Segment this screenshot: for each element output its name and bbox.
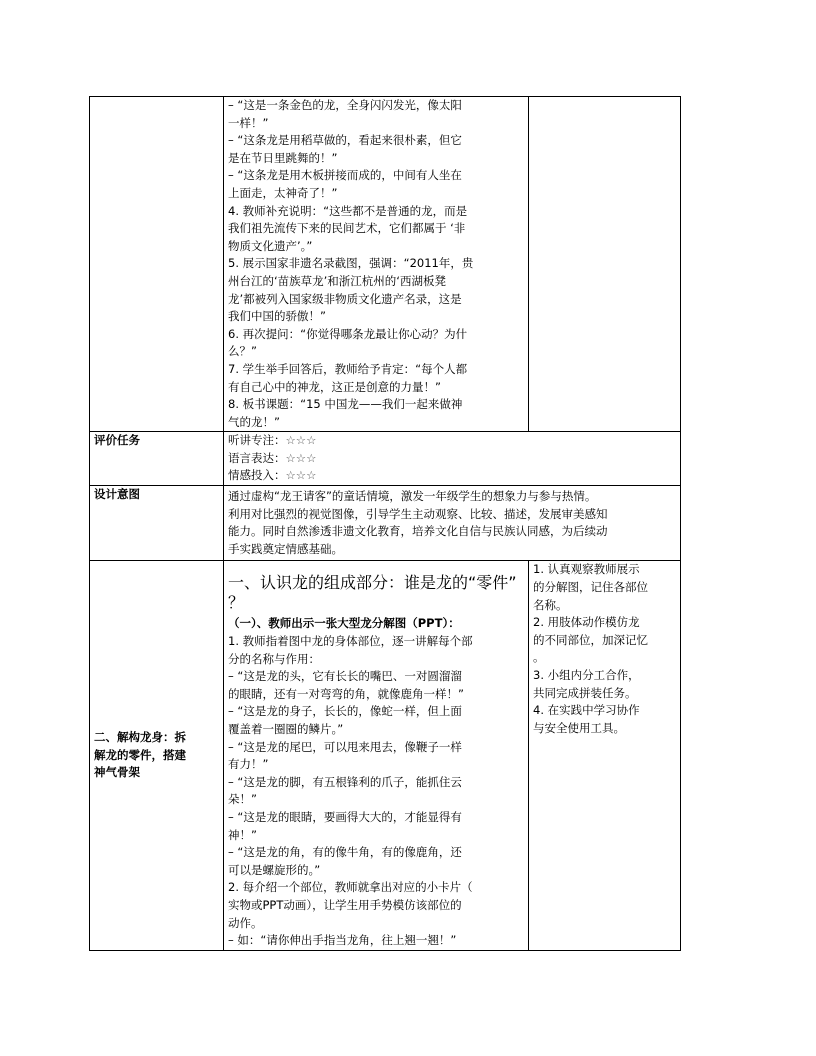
rating-item <box>228 432 676 450</box>
section2-text-line: 实物或PPT动画），让学生用手势模仿该部位的 <box>228 897 462 912</box>
process-text-line: 气的龙！” <box>228 414 280 429</box>
star-rating-icon: ☆☆☆ <box>285 468 317 483</box>
process-text-line: 州台江的‘苗族草龙’和浙江杭州的‘西湖板凳 <box>228 273 446 288</box>
process-text-line: 龙’都被列入国家级非物质文化遗产名录，这是 <box>228 291 462 306</box>
section2-label-line: 解龙的零件，搭建 <box>94 747 186 762</box>
design-text-line: 能力。同时自然渗透非遗文化教育，培养文化自信与民族认同感，为后续动 <box>228 524 608 539</box>
section2-row <box>90 561 681 950</box>
process-text-line: 物质文化遗产’。” <box>228 238 313 253</box>
student-activity-line: 的分解图，记住各部位 <box>533 580 648 595</box>
section2-text-line: – “这是龙的身子，长长的，像蛇一样，但上面 <box>228 704 462 719</box>
star-rating-icon: ☆☆☆ <box>285 433 317 448</box>
student-activity-line: 。 <box>533 650 545 665</box>
rating-name: 情感投入： <box>228 468 286 483</box>
section2-text-line: 2. 每介绍一个部位，教师就拿出对应的小卡片（ <box>228 880 473 895</box>
design-text-line: 利用对比强烈的视觉图像，引导学生主动观察、比较、描述，发展审美感知 <box>228 506 608 521</box>
lesson-plan-table <box>89 96 681 951</box>
process-text-line: – “这是一条金色的龙，全身闪闪发光，像太阳 <box>228 98 462 112</box>
section2-text-line: 1. 教师指着图中龙的身体部位，逐一讲解每个部 <box>228 634 473 649</box>
process-text-line: 7. 学生举手回答后，教师给予肯定：“每个人都 <box>228 361 468 376</box>
design-text-line: 通过虚构“龙王请客”的童话情境，激发一年级学生的想象力与参与热情。 <box>228 489 597 504</box>
section-subheading: （一）、教师出示一张大型龙分解图（PPT）： <box>228 616 460 631</box>
student-activity-line: 共同完成拼装任务。 <box>533 685 637 700</box>
rating-item <box>228 467 676 485</box>
section-heading: 一、认识龙的组成部分：谁是龙的“零件” <box>228 573 517 593</box>
process-text-line: 么？” <box>228 344 257 359</box>
student-activity-line: 名称。 <box>533 597 568 612</box>
process-text-line: 5. 展示国家非遗名录截图，强调：“2011年，贵 <box>228 256 474 271</box>
section2-text-line: – 如：“请你伸出手指当龙角，往上翘一翘！” <box>228 933 457 948</box>
section2-text-line: – “这是龙的角，有的像牛角，有的像鹿角，还 <box>228 845 462 860</box>
student-activity-line: 4. 在实践中学习协作 <box>533 703 640 718</box>
process-text-line: 上面走，太神奇了！” <box>228 185 338 200</box>
section2-label-line: 二、解构龙身：拆 <box>94 730 186 745</box>
evaluation-label: 评价任务 <box>90 432 224 486</box>
evaluation-content-cell <box>224 432 681 486</box>
section2-label-cell <box>90 561 224 950</box>
design-content-cell <box>224 486 681 561</box>
process-text-line: 8. 板书课题：“15 中国龙——我们一起来做神 <box>228 397 463 412</box>
design-row <box>90 486 681 561</box>
process-text-line: – “这条龙是用木板拼接而成的，中间有人坐在 <box>228 168 462 183</box>
section2-text-line: – “这是龙的脚，有五根锋利的爪子，能抓住云 <box>228 774 462 789</box>
process-text-line: 我们祖先流传下来的民间艺术，它们都属于 ‘非 <box>228 221 466 236</box>
section2-text-line: – “这是龙的头，它有长长的嘴巴、一对圆溜溜 <box>228 669 462 684</box>
student-activity-line: 与安全使用工具。 <box>533 720 625 735</box>
student-activity-line: 2. 用肢体动作模仿龙 <box>533 615 640 630</box>
section2-text-line: 神！” <box>228 827 257 842</box>
process-label-cell <box>90 97 224 432</box>
rating-item <box>228 450 676 468</box>
process-text-line: 4. 教师补充说明：“这些都不是普通的龙，而是 <box>228 203 468 218</box>
section2-text-line: 的眼睛，还有一对弯弯的角，就像鹿角一样！” <box>228 686 464 701</box>
process-text-line: 我们中国的骄傲！” <box>228 309 326 324</box>
section2-text-line: 有力！” <box>228 757 269 772</box>
section2-text-line: – “这是龙的眼睛，要画得大大的，才能显得有 <box>228 809 462 824</box>
process-content-cell <box>224 97 529 432</box>
section2-text-line: 可以是螺旋形的。” <box>228 862 321 877</box>
process-student-cell <box>529 97 681 432</box>
rating-name: 听讲专注： <box>228 433 286 448</box>
process-text-line: – “这条龙是用稻草做的，看起来很朴素，但它 <box>228 133 462 148</box>
section2-student-cell <box>529 561 681 950</box>
student-activity-line: 1. 认真观察教师展示 <box>533 562 640 577</box>
section2-label-line: 神气骨架 <box>94 765 140 780</box>
design-text-line: 手实践奠定情感基础。 <box>228 541 343 556</box>
rating-name: 语言表达： <box>228 450 286 465</box>
process-text-line: 6. 再次提问：“你觉得哪条龙最让你心动？为什 <box>228 326 468 341</box>
section2-content-cell <box>224 561 529 950</box>
section2-text-line: 动作。 <box>228 915 263 930</box>
process-row <box>90 97 681 432</box>
section2-text-line: 朵！” <box>228 792 257 807</box>
section2-text-line: – “这是龙的尾巴，可以甩来甩去，像鞭子一样 <box>228 739 462 754</box>
design-label: 设计意图 <box>90 486 224 561</box>
section-heading-cont: ？ <box>228 593 245 613</box>
process-text-line: 有自己心中的神龙，这正是创意的力量！” <box>228 379 441 394</box>
process-text-line: 一样！” <box>228 115 269 130</box>
process-text-line: 是在节日里跳舞的！” <box>228 150 338 165</box>
student-activity-line: 的不同部位，加深记忆 <box>533 632 648 647</box>
section2-text-line: 覆盖着一圈圈的鳞片。” <box>228 722 344 736</box>
student-activity-line: 3. 小组内分工合作， <box>533 668 640 682</box>
section2-text-line: 分的名称与作用： <box>228 651 320 666</box>
evaluation-row <box>90 432 681 486</box>
star-rating-icon: ☆☆☆ <box>285 450 317 465</box>
